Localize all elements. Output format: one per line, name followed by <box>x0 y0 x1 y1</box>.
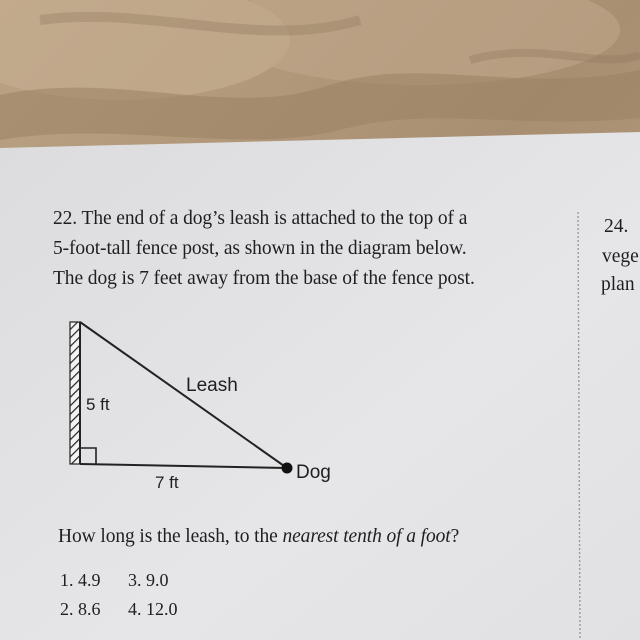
choice-4: 4. 12.0 <box>128 599 178 619</box>
prompt-text: How long is the leash, to the <box>58 526 283 547</box>
prompt-emphasis: nearest tenth of a foot <box>282 526 451 547</box>
choice-3: 3. 9.0 <box>128 570 169 590</box>
next-question-number: 24. <box>604 216 629 237</box>
leash-label: Leash <box>186 375 238 396</box>
post-length-label: 5 ft <box>86 395 110 414</box>
question-line-1 <box>53 208 467 230</box>
prompt-line <box>58 526 459 548</box>
choice-2: 2. 8.6 <box>60 599 101 619</box>
choice-1: 1. 4.9 <box>60 570 101 590</box>
dog-label: Dog <box>296 462 331 483</box>
question-line-3: The dog is 7 feet away from the base of the fence post. <box>53 268 475 289</box>
question-text-1: The end of a dog’s leash is attached to the top of a <box>81 208 468 229</box>
fence-post <box>70 322 80 464</box>
next-question-fragment-1: vege <box>602 246 639 267</box>
next-question-fragment-2: plan <box>601 274 635 295</box>
dog-point <box>282 463 293 474</box>
question-number: 22. <box>53 208 78 229</box>
question-line-2: 5-foot-tall fence post, as shown in the diagram below. <box>53 238 467 259</box>
base-length-label: 7 ft <box>155 473 179 492</box>
prompt-end: ? <box>450 526 460 547</box>
